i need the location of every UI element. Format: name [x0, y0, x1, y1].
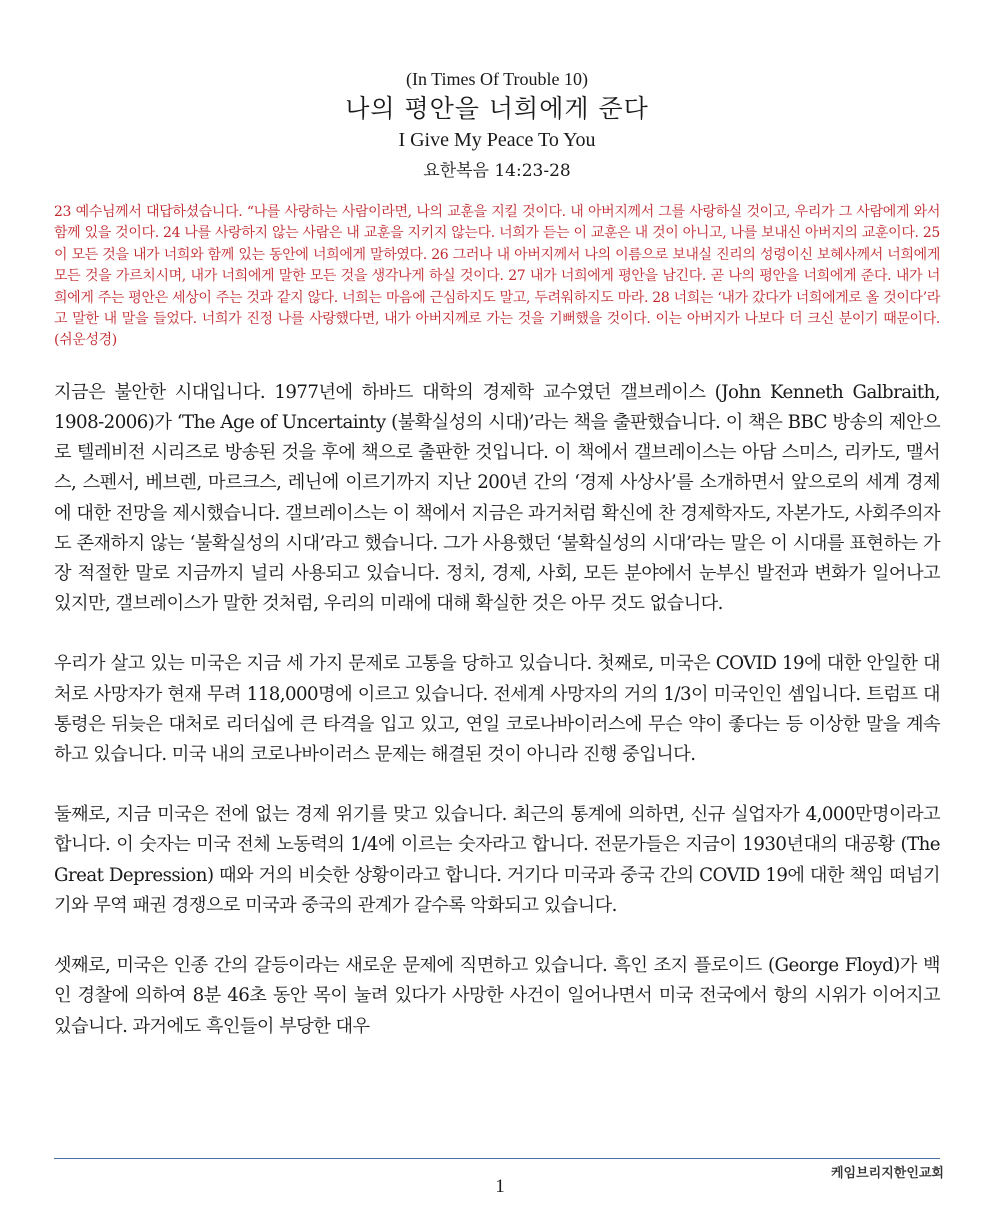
- page-number: 1: [495, 1176, 505, 1197]
- footer-church-name: 케임브리지한인교회: [830, 1166, 944, 1181]
- sermon-title-korean: 나의 평안을 너희에게 준다: [345, 94, 649, 123]
- sermon-header: [54, 66, 940, 186]
- footer-divider: [54, 1158, 940, 1159]
- scripture-passage: 23 예수님께서 대답하셨습니다. “나를 사랑하는 사람이라면, 나의 교훈을 지킬 것이다. 내 아버지께서 그를 사랑하실 것이고, 우리가 그 사람에게 와서 함께 있을 것이다. 24 나를 사랑하지 않는 사람은 내 교훈을 지키지 않는다. 너희가 듣는 이 교훈은 내 것이 아니고, 나를 보내신 아버지의 교훈이다. 25 이 모든 것을 내가 너희와 함께 있는 동안에 너희에게 말하였다. 26 그러나 내 아버지께서 나의 이름으로 보내실 진리의 성령이신 보혜사께서 너희에게 모든 것을 가르치시며, 내가 너희에게 말한 모든 것을 생각나게 하실 것이다. 27 내가 너희에게 평안을 남긴다. 곧 나의 평안을 너희에게 준다. 내가 너희에게 주는 평안은 세상이 주는 것과 같지 않다. 너희는 마음에 근심하지도 말고, 두려워하지도 마라. 28 너희는 ‘내가 갔다가 너희에게로 올 것이다’라고 말한 내 말을 들었다. 너희가 진정 나를 사랑했다면, 내가 아버지께로 가는 것을 기뻐했을 것이다. 이는 아버지가 나보다 더 크신 분이기 때문이다. (쉬운성경): [54, 204, 940, 349]
- body-paragraph-2: 우리가 살고 있는 미국은 지금 세 가지 문제로 고통을 당하고 있습니다. 첫째로, 미국은 COVID 19에 대한 안일한 대처로 사망자가 현재 무려 118,000명에 이르고 있습니다. 전세계 사망자의 거의 1/3이 미국인인 셈입니다. 트럼프 대통령은 뒤늦은 대처로 리더십에 큰 타격을 입고 있고, 연일 코로나바이러스에 무슨 약이 좋다는 등 이상한 말을 계속하고 있습니다. 미국 내의 코로나바이러스 문제는 해결된 것이 아니라 진행 중입니다.: [54, 653, 940, 766]
- body-paragraph-3: 둘째로, 지금 미국은 전에 없는 경제 위기를 맞고 있습니다. 최근의 통계에 의하면, 신규 실업자가 4,000만명이라고 합니다. 이 숫자는 미국 전체 노동력의 1/4에 이르는 숫자라고 합니다. 전문가들은 지금이 1930년대의 대공황 (The Great Depression) 때와 거의 비슷한 상황이라고 합니다. 거기다 미국과 중국 간의 COVID 19에 대한 책임 떠넘기기와 무역 패권 경쟁으로 미국과 중국의 관계가 갈수록 악화되고 있습니다.: [54, 804, 940, 916]
- body-paragraph-1: 지금은 불안한 시대입니다. 1977년에 하바드 대학의 경제학 교수였던 갤브레이스 (John Kenneth Galbraith, 1908-2006)가 ‘The Age of Uncertainty (불확실성의 시대)’라는 책을 출판했습니다. 이 책은 BBC 방송의 제안으로 텔레비전 시리즈로 방송된 것을 후에 책으로 출판한 것입니다. 이 책에서 갤브레이스는 아담 스미스, 리카도, 맬서스, 스펜서, 베브렌, 마르크스, 레닌에 이르기까지 지난 200년 간의 ‘경제 사상사’를 소개하면서 앞으로의 세계 경제에 대한 전망을 제시했습니다. 갤브레이스는 이 책에서 지금은 과거처럼 확신에 찬 경제학자도, 자본가도, 사회주의자도 존재하지 않는 ‘불확실성의 시대’라고 했습니다. 그가 사용했던 ‘불확실성의 시대’라는 말은 이 시대를 표현하는 가장 적절한 말로 지금까지 널리 사용되고 있습니다. 정치, 경제, 사회, 모든 분야에서 눈부신 발전과 변화가 일어나고 있지만, 갤브레이스가 말한 것처럼, 우리의 미래에 대해 확실한 것은 아무 것도 없습니다.: [54, 381, 940, 615]
- series-title: (In Times Of Trouble 10): [405, 69, 589, 89]
- sermon-title-english: I Give My Peace To You: [398, 129, 596, 151]
- document-page: [54, 66, 940, 1042]
- scripture-reference: 요한복음 14:23-28: [423, 161, 571, 181]
- sermon-body: [54, 378, 940, 1042]
- body-paragraph-4: 셋째로, 미국은 인종 간의 갈등이라는 새로운 문제에 직면하고 있습니다. 흑인 조지 플로이드 (George Floyd)가 백인 경찰에 의하여 8분 46초 동안 목이 눌려 있다가 사망한 사건이 일어나면서 미국 전국에서 항의 시위가 이어지고 있습니다. 과거에도 흑인들이 부당한 대우: [54, 955, 940, 1037]
